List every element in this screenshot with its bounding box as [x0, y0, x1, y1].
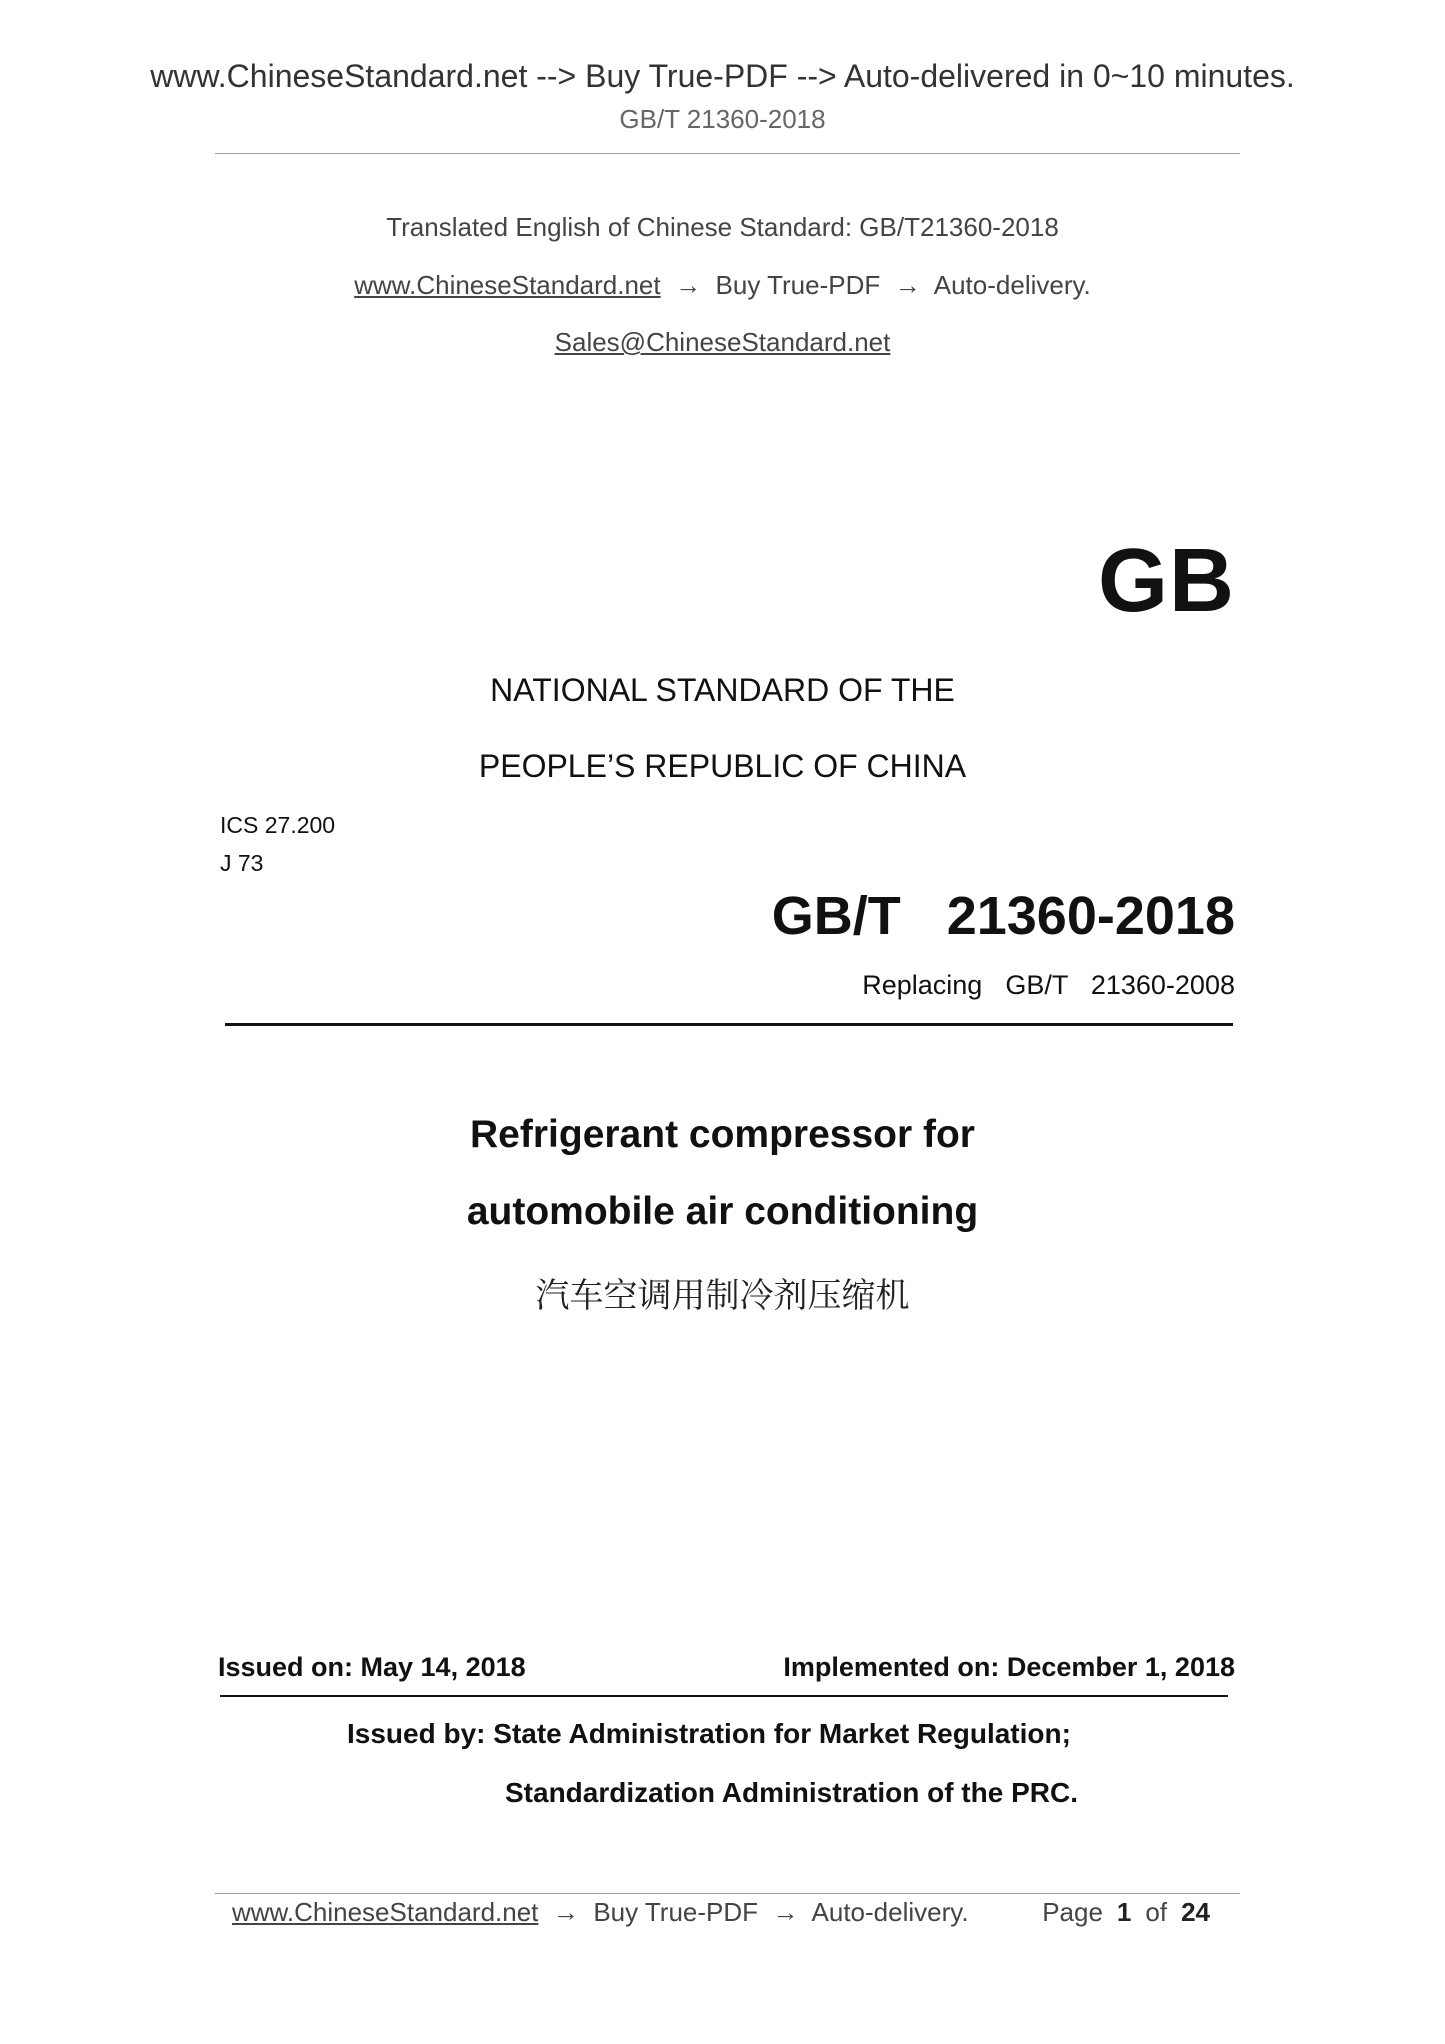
footer-divider: [215, 1893, 1240, 1894]
national-standard-line2: PEOPLE’S REPUBLIC OF CHINA: [478, 748, 967, 784]
of-label: of: [1145, 1897, 1168, 1927]
page-label: Page: [1042, 1897, 1103, 1927]
issued-by-line1: Issued by: State Administration for Market Regulation;: [347, 1718, 1071, 1749]
title-chinese: 汽车空调用制冷剂压缩机: [535, 1276, 910, 1316]
header-banner: www.ChineseStandard.net --> Buy True-PDF --> Auto-delivered in 0~10 minutes.: [150, 58, 1295, 94]
page-total: 24: [1181, 1897, 1210, 1927]
email-row: [0, 327, 1445, 358]
title-line2: automobile air conditioning: [466, 1190, 979, 1233]
national-standard-line1: NATIONAL STANDARD OF THE: [490, 672, 955, 708]
translation-links: [0, 270, 1445, 301]
gb-mark: GB: [1098, 531, 1235, 631]
issued-on-date: Issued on: May 14, 2018: [218, 1652, 526, 1682]
footer-delivery-text: Auto-delivery.: [811, 1897, 969, 1927]
title-divider: [225, 1023, 1233, 1026]
dates-divider: [220, 1695, 1228, 1697]
buy-pdf-text: Buy True-PDF: [715, 270, 881, 300]
page-current: 1: [1116, 1897, 1132, 1927]
right-arrow-icon: →: [545, 1897, 587, 1927]
auto-delivery-text: Auto-delivery.: [933, 270, 1091, 300]
implemented-on-date: Implemented on: December 1, 2018: [783, 1652, 1235, 1682]
ccs-code: J 73: [220, 850, 264, 876]
header-standard-code: GB/T 21360-2018: [619, 104, 826, 134]
replacing-note: Replacing GB/T 21360-2008: [862, 970, 1235, 1000]
right-arrow-icon: →: [667, 270, 709, 300]
footer-buy-text: Buy True-PDF: [593, 1897, 759, 1927]
page-indicator: [1042, 1897, 1210, 1928]
standard-number: GB/T 21360-2018: [771, 886, 1235, 946]
site-link[interactable]: www.ChineseStandard.net: [354, 270, 661, 300]
translation-note: Translated English of Chinese Standard: GB/T21360-2018: [386, 212, 1059, 242]
header-divider: [215, 153, 1240, 154]
footer-links: [232, 1897, 969, 1928]
sales-email-link[interactable]: Sales@ChineseStandard.net: [554, 327, 891, 357]
title-line1: Refrigerant compressor for: [470, 1113, 975, 1156]
footer-site-link[interactable]: www.ChineseStandard.net: [232, 1897, 539, 1927]
ics-code: ICS 27.200: [220, 812, 336, 838]
right-arrow-icon: →: [765, 1897, 806, 1927]
right-arrow-icon: →: [887, 270, 928, 300]
issued-by-line2: Standardization Administration of the PRC.: [505, 1777, 1078, 1808]
